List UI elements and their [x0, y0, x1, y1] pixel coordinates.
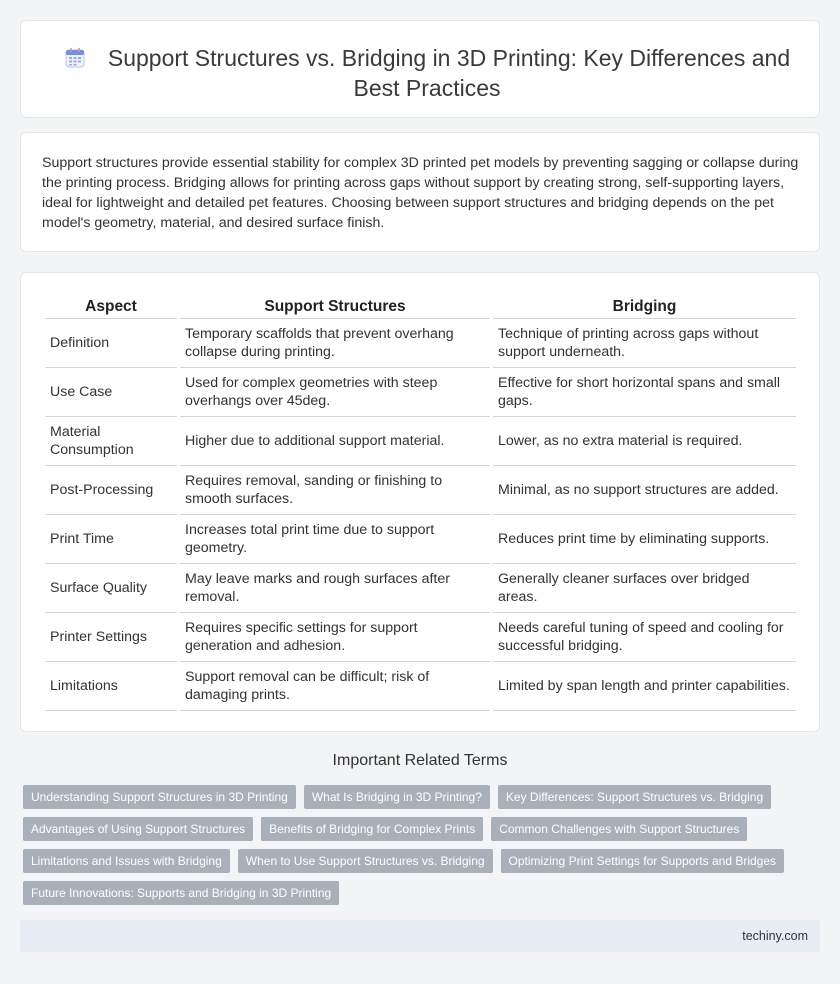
cell-support: Used for complex geometries with steep overhangs over 45deg.: [180, 368, 490, 417]
intro-card: [20, 132, 820, 252]
cell-aspect: Limitations: [45, 662, 177, 711]
calendar-icon: [64, 46, 86, 68]
page-title-wrap: [51, 43, 803, 103]
related-terms-title: Important Related Terms: [332, 752, 508, 769]
table-row: [45, 319, 796, 368]
cell-bridging: Limited by span length and printer capabilities.: [493, 662, 796, 711]
related-term-link[interactable]: What Is Bridging in 3D Printing?: [304, 785, 490, 809]
cell-aspect: Use Case: [45, 368, 177, 417]
cell-bridging: Generally cleaner surfaces over bridged areas.: [493, 564, 796, 613]
cell-aspect: Surface Quality: [45, 564, 177, 613]
cell-aspect: Definition: [45, 319, 177, 368]
footer-site-link[interactable]: techiny.com: [742, 929, 808, 943]
cell-bridging: Needs careful tuning of speed and cooling for successful bridging.: [493, 613, 796, 662]
cell-bridging: Technique of printing across gaps without support underneath.: [493, 319, 796, 368]
column-header-support: Support Structures: [180, 295, 490, 319]
cell-support: May leave marks and rough surfaces after removal.: [180, 564, 490, 613]
cell-support: Increases total print time due to support geometry.: [180, 515, 490, 564]
table-row: [45, 564, 796, 613]
table-row: [45, 466, 796, 515]
comparison-table: [42, 295, 799, 711]
related-terms-list: [23, 785, 803, 905]
related-term-link[interactable]: Future Innovations: Supports and Bridging in 3D Printing: [23, 881, 339, 905]
cell-support: Requires removal, sanding or finishing to smooth surfaces.: [180, 466, 490, 515]
cell-aspect: Post-Processing: [45, 466, 177, 515]
cell-support: Temporary scaffolds that prevent overhang collapse during printing.: [180, 319, 490, 368]
comparison-table-card: [20, 272, 820, 732]
table-row: [45, 515, 796, 564]
cell-bridging: Minimal, as no support structures are added.: [493, 466, 796, 515]
column-header-bridging: Bridging: [493, 295, 796, 319]
related-term-link[interactable]: Benefits of Bridging for Complex Prints: [261, 817, 483, 841]
cell-support: Higher due to additional support material.: [180, 417, 490, 466]
cell-bridging: Reduces print time by eliminating supports.: [493, 515, 796, 564]
table-row: [45, 368, 796, 417]
cell-aspect: Printer Settings: [45, 613, 177, 662]
cell-support: Requires specific settings for support generation and adhesion.: [180, 613, 490, 662]
related-term-link[interactable]: Limitations and Issues with Bridging: [23, 849, 230, 873]
cell-support: Support removal can be difficult; risk of damaging prints.: [180, 662, 490, 711]
header-card: [20, 20, 820, 118]
related-term-link[interactable]: Common Challenges with Support Structures: [491, 817, 747, 841]
related-term-link[interactable]: Advantages of Using Support Structures: [23, 817, 253, 841]
related-term-link[interactable]: Understanding Support Structures in 3D Printing: [23, 785, 296, 809]
cell-aspect: Material Consumption: [45, 417, 177, 466]
related-term-link[interactable]: When to Use Support Structures vs. Bridging: [238, 849, 493, 873]
related-term-link[interactable]: Optimizing Print Settings for Supports and Bridges: [501, 849, 784, 873]
footer: [20, 920, 820, 952]
cell-bridging: Lower, as no extra material is required.: [493, 417, 796, 466]
column-header-aspect: Aspect: [45, 295, 177, 319]
table-header-row: [45, 295, 796, 319]
cell-bridging: Effective for short horizontal spans and small gaps.: [493, 368, 796, 417]
intro-paragraph: Support structures provide essential stability for complex 3D printed pet models by preventing sagging or collapse during the printing process. Bridging allows for printing across gaps without support by creating strong, self-supporting layers, ideal for lightweight and detailed pet features. Choosing between support structures and bridging depends on the pet model's geometry, material, and desired surface finish.: [42, 155, 799, 231]
related-term-link[interactable]: Key Differences: Support Structures vs. Bridging: [498, 785, 771, 809]
table-row: [45, 417, 796, 466]
table-row: [45, 662, 796, 711]
page-title: Support Structures vs. Bridging in 3D Printing: Key Differences and Best Practices: [107, 45, 791, 101]
table-row: [45, 613, 796, 662]
cell-aspect: Print Time: [45, 515, 177, 564]
